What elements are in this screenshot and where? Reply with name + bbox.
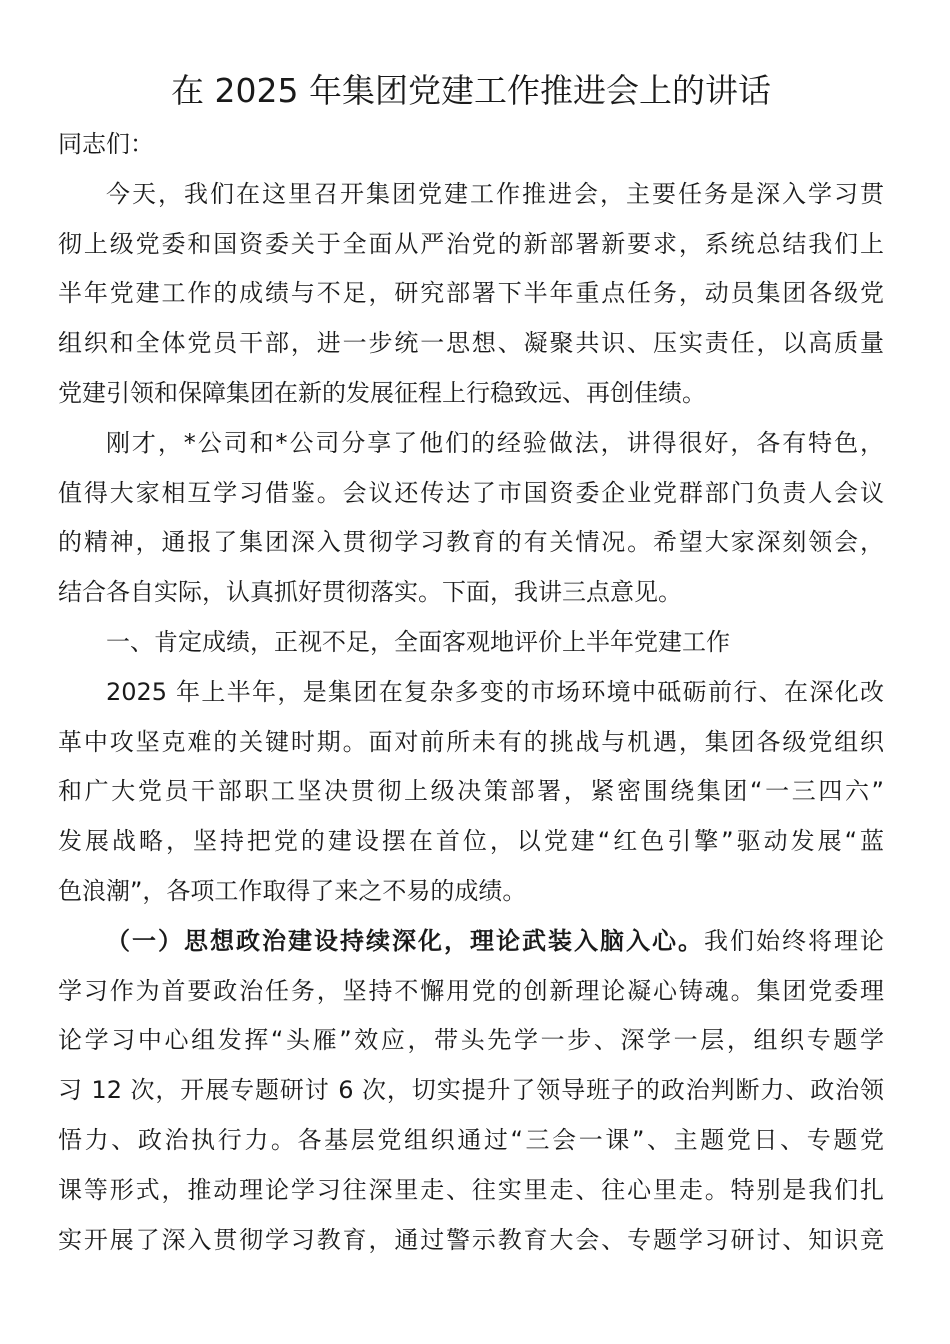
paragraph-line: 的精神，通报了集团深入贯彻学习教育的有关情况。希望大家深刻领会， xyxy=(58,528,884,557)
paragraph-experience xyxy=(58,419,884,618)
paragraph-line: 习 12 次，开展专题研讨 6 次，切实提升了领导班子的政治判断力、政治领 xyxy=(58,1076,884,1105)
paragraph-line xyxy=(58,917,884,967)
section-heading-line: 一、肯定成绩，正视不足，全面客观地评价上半年党建工作 xyxy=(106,627,730,656)
paragraph-line: 论学习中心组发挥“头雁”效应，带头先学一步、深学一层，组织专题学 xyxy=(58,1026,884,1055)
document-page xyxy=(58,66,884,1265)
paragraph-line: 今天，我们在这里召开集团党建工作推进会，主要任务是深入学习贯 xyxy=(106,179,884,208)
section-heading-one xyxy=(58,618,884,668)
paragraph-line: 和广大党员干部职工坚决贯彻上级决策部署，紧密围绕集团“一三四六” xyxy=(58,777,884,806)
paragraph-line: 半年党建工作的成绩与不足，研究部署下半年重点任务，动员集团各级党 xyxy=(58,279,884,308)
paragraph-line: 组织和全体党员干部，进一步统一思想、凝聚共识、压实责任，以高质量 xyxy=(58,329,884,358)
paragraph-line: 刚才，*公司和*公司分享了他们的经验做法，讲得很好，各有特色， xyxy=(106,428,884,457)
document-title: 在 2025 年集团党建工作推进会上的讲话 xyxy=(171,71,771,110)
paragraph-line: 课等形式，推动理论学习往深里走、往实里走、往心里走。特别是我们扎 xyxy=(58,1175,884,1204)
paragraph-line: 结合各自实际，认真抓好贯彻落实。下面，我讲三点意见。 xyxy=(58,578,682,607)
paragraph-line: 彻上级党委和国资委关于全面从严治党的新部署新要求，系统总结我们上 xyxy=(58,229,884,258)
paragraph-opening xyxy=(58,170,884,419)
salutation: 同志们： xyxy=(58,130,154,158)
paragraph-line: 色浪潮”，各项工作取得了来之不易的成绩。 xyxy=(58,876,527,905)
paragraph-line: 悟力、政治执行力。各基层党组织通过“三会一课”、主题党日、专题党 xyxy=(58,1125,884,1154)
paragraph-line: 发展战略，坚持把党的建设摆在首位，以党建“红色引擎”驱动发展“蓝 xyxy=(58,827,884,856)
paragraph-line: 2025 年上半年，是集团在复杂多变的市场环境中砥砺前行、在深化改 xyxy=(106,677,884,706)
paragraph-line: 学习作为首要政治任务，坚持不懈用党的创新理论凝心铸魂。集团党委理 xyxy=(58,976,884,1005)
subsection-heading: （一）思想政治建设持续深化，理论武装入脑入心。 xyxy=(106,926,704,955)
paragraph-line: 实开展了深入贯彻学习教育，通过警示教育大会、专题学习研讨、知识竞 xyxy=(58,1225,884,1254)
paragraph-line: 革中攻坚克难的关键时期。面对前所未有的挑战与机遇，集团各级党组织 xyxy=(58,727,884,756)
paragraph-line: 党建引领和保障集团在新的发展征程上行稳致远、再创佳绩。 xyxy=(58,378,706,407)
paragraph-line: 值得大家相互学习借鉴。会议还传达了市国资委企业党群部门负责人会议 xyxy=(58,478,884,507)
paragraph-line-text: 我们始终将理论 xyxy=(704,926,884,955)
paragraph-first-half-review xyxy=(58,668,884,917)
paragraph-ideological-building xyxy=(58,917,884,1266)
